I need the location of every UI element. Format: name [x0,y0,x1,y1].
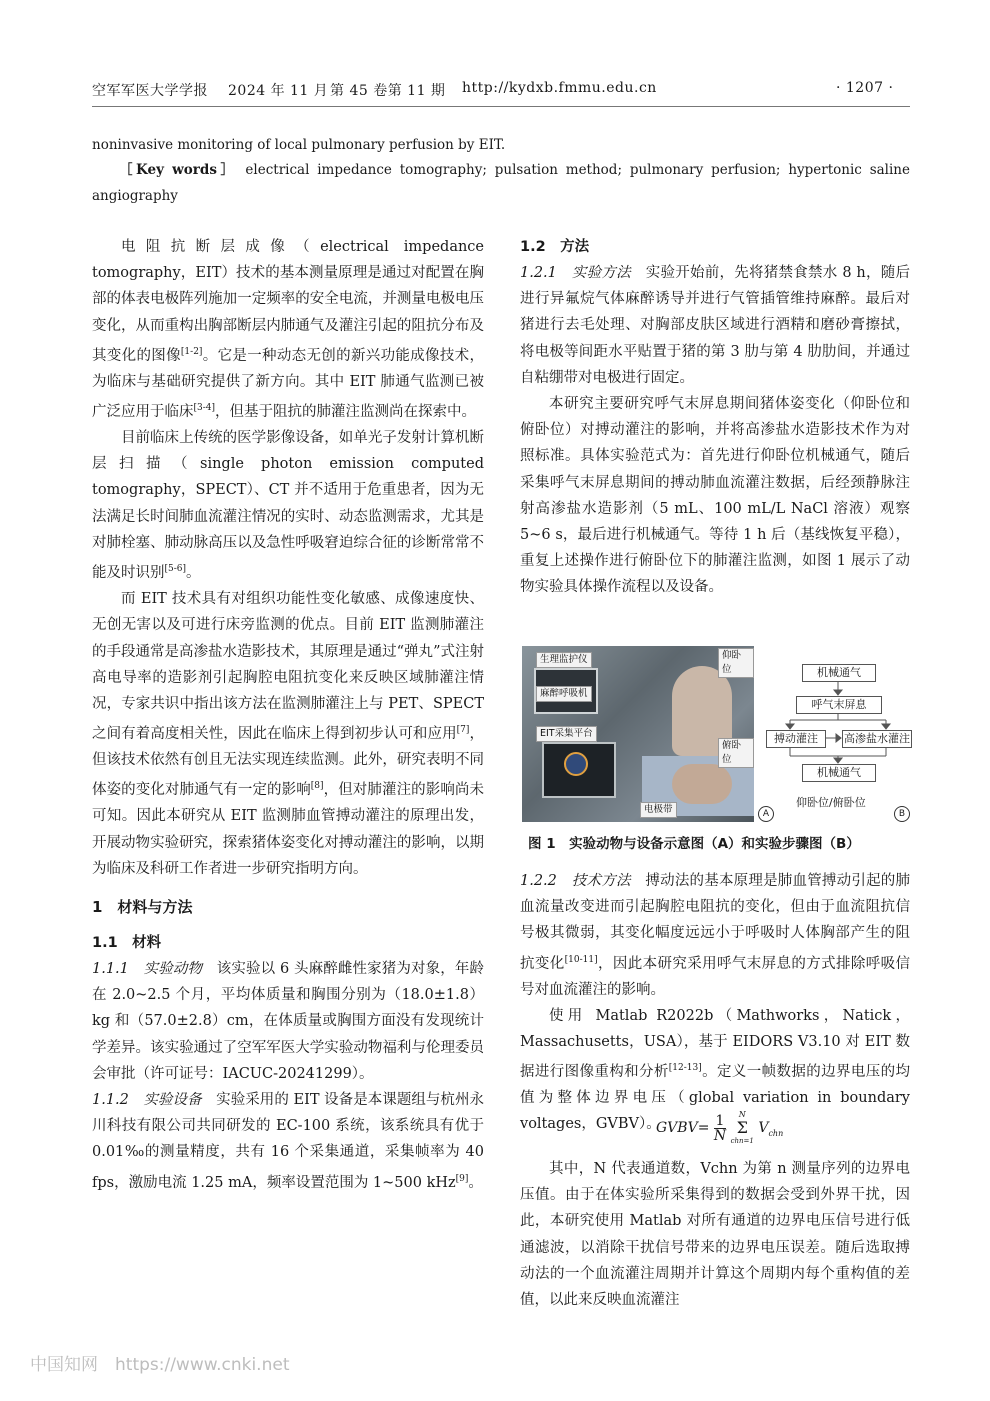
final-paragraph: 其中，N 代表通道数，Vchn 为第 n 测量序列的边界电压值。由于在体实验所采集得到的数据会受到外界干扰，因此，本研究使用 Matlab 对所有通道的边界电压信号进行低通滤波，以消除干扰信号带来的边界电压误差。随后选取搏动法的一个血流灌注周期并计算这个周期内每个重构值的差值，以此来反映血流灌注 [520,1161,910,1309]
figure-mark-b: B [894,806,910,822]
intro-paragraph-1: 电阻抗断层成像（electrical impedance tomography，EIT）技术的基本测量原理是通过对配置在胸部的体表电极阵列施加一定频率的安全电流，并测量电极电压变化，从而重构出胸部断层内肺通气及灌注引起的阻抗分布及其变化的图像[1-2]。它是一种动态无创的新兴功能成像技术，为临床与基础研究提供了新方向。其中 EIT 肺通气监测已被广泛应用于临床[3-4]，但基于阻抗的肺灌注监测尚在探索中。 [92,239,485,420]
matlab-paragraph: 使用 Matlab R2022b（Mathworks，Natick，Massachusetts，USA），基于 EIDORS V3.10 对 EIT 数据进行图像重构和分析[12-13]。定义一帧数据的边界电压的均值为整体边界电压（global variation in boundary voltages，GVBV）。 [520,1007,911,1133]
figure-photo [522,646,754,822]
design-paragraph: 本研究主要研究呼气末屏息期间猪体姿变化（仰卧位和俯卧位）对搏动灌注的影响，并将高渗盐水造影技术作为对照标准。具体实验范式为：首先进行仰卧位机械通气，随后采集呼气末屏息期间的搏动肺血流灌注数据，后经颈静脉注射高渗盐水造影剂（5 mL、100 mL/L NaCl 溶液）观察 5~6 s，最后进行机械通气。等待 1 h 后（基线恢复平稳），重复上述操作进行俯卧位下的肺灌注监测，如图 1 展示了动物实验具体操作流程以及设备。 [520,396,910,596]
journal-name: 空军军医大学学报 [92,83,208,99]
label-electrode-belt: 电极带 [640,802,677,818]
intro-paragraph-2: 目前临床上传统的医学影像设备，如单光子发射计算机断层扫描（single photon emission computed tomography，SPECT）、CT 并不适用于危重患者，因为无法满足长时间肺血流灌注情况的实时、动态监测需求，尤其是对肺栓塞、肺动脉高压以及急性呼吸窘迫综合征的诊断常常不能及时识别[5-6]。 [92,430,484,581]
right-column-top [520,234,910,601]
section-heading-1-1: 1.1 材料 [92,935,162,952]
label-monitor: 生理监护仪 [536,652,592,668]
figure-mark-a: A [758,806,774,822]
eit-image-shape [564,752,588,776]
keywords-text: electrical impedance tomography; pulsation method; pulmonary perfusion; hypertonic saline angiography [92,162,910,205]
label-eit-platform: EIT采集平台 [536,726,597,742]
right-column-bottom [520,868,910,1138]
formula-eq: = [697,1120,710,1136]
section-heading-1: 1 材料与方法 [92,898,193,917]
abstract-tail: noninvasive monitoring of local pulmonary perfusion by EIT. [92,137,506,153]
citation[interactable]: [12-13] [668,1063,702,1074]
journal-url[interactable]: http://kydxb.fmmu.edu.cn [462,80,657,96]
keywords [92,157,910,209]
pig-body-shape [672,764,732,804]
subsection-heading: 1.2.1 实验方法 [520,265,631,281]
keywords-label: ［Key words］ [119,162,238,178]
subsection-animals: 1.1.1 实验动物 该实验以 6 头麻醉雌性家猪为对象，年龄在 2.0~2.5 个月，平均体质量和胸围分别为（18.0±1.8）kg 和（57.0±2.8）cm，在体质量或胸围方面没有发现统计学差异。该实验通过了空军军医大学实验动物福利与伦理委员会审批（许可证号：IACUC-20241299）。 [92,961,485,1082]
subsection-method: 1.2.1 实验方法 实验开始前，先将猪禁食禁水 8 h，随后进行异氟烷气体麻醉诱导并进行气管插管维持麻醉。最后对猪进行去毛处理、对胸部皮肤区域进行酒精和磨砂膏擦拭，将电极等间距水平贴置于猪的第 3 肋与第 4 肋肋间，并通过自粘绷带对电极进行固定。 [520,265,911,386]
figure-flowchart [766,656,910,826]
flow-step-saline: 高渗盐水灌注 [842,730,912,748]
page-number: · 1207 · [836,80,894,96]
header-rule [92,106,910,107]
section-heading-1-2: 1.2 方法 [520,239,590,255]
subsection-equipment: 1.1.2 实验设备 实验采用的 EIT 设备是本课题组与杭州永川科技有限公司共同研发的 EC-100 系统，该系统具有优于 0.01‰的测量精度，共有 16 个采集通道，采集帧率为 40 fps，激励电流 1.25 mA，频率设置范围为 1~500 kHz[9]。 [92,1092,485,1191]
label-prone: 俯卧位 [718,738,754,768]
flow-step-ventilation-1: 机械通气 [802,664,876,682]
subsection-heading: 1.1.2 实验设备 [92,1092,202,1109]
citation[interactable]: [7] [456,725,470,736]
left-column [92,234,484,1196]
citation[interactable]: [3-4] [193,403,216,414]
formula-fraction: $\frac{1}{N}$ [713,1112,727,1144]
formula-term: V [758,1120,769,1136]
citation[interactable]: [10-11] [564,954,598,965]
intro-paragraph-3: 而 EIT 技术具有对组织功能性变化敏感、成像速度快、无创无害以及可进行床旁监测的优点。目前 EIT 监测肺灌注的手段通常是高渗盐水造影技术，其原理是通过“弹丸”式注射高电导率的造影剂引起胸腔电阻抗变化来反映区域肺灌注情况，专家共识中指出该方法在监测肺灌注上与 PET、SPECT 之间有着高度相关性，因此在临床上得到初步认可和应用[7]，但该技术依然有创且无法实现连续监测。此外，研究表明不同体姿的变化对肺通气有一定的影响[8]，但对肺灌注的影响尚未可知。因此本研究从 EIT 监测肺血管搏动灌注的原理出发，开展动物实验研究，探索猪体姿变化对搏动灌注的影响，以期为临床及科研工作者进一步研究指明方向。 [92,591,485,877]
citation[interactable]: [5-6] [164,564,187,575]
figure-caption: 图 1 实验动物与设备示意图（A）和实验步骤图（B） [528,836,860,852]
flow-step-pulsation: 搏动灌注 [766,730,826,748]
gvbv-formula: GVBV= $\frac{1}{N}$ N Σ chn=1 $V_{chn}$ [656,1110,784,1145]
citation[interactable]: [1-2] [180,346,203,357]
label-supine: 仰卧位 [718,648,754,678]
formula-sum: N Σ chn=1 [730,1110,754,1145]
issue-date: 2024 年 11 月 [228,83,329,99]
formula-lhs: GVBV [656,1120,698,1136]
citation[interactable]: [9] [455,1173,469,1184]
subsection-heading: 1.1.1 实验动物 [92,961,203,978]
flow-step-ventilation-2: 机械通气 [802,764,876,782]
subsection-technique: 1.2.2 技术方法 搏动法的基本原理是肺血管搏动引起的肺血流量改变进而引起胸腔电阻抗的变化，但由于血流阻抗信号极其微弱，其变化幅度远远小于呼吸时人体胸部产生的阻抗变化[10-11]，因此本研究采用呼气末屏息的方式排除呼吸信号对血流灌注的影响。 [520,873,911,998]
label-ventilator: 麻醉呼吸机 [536,686,592,702]
flow-step-breath-hold: 呼气末屏息 [796,696,882,714]
citation[interactable]: [8] [310,781,324,792]
flow-caption: 仰卧位/俯卧位 [796,796,866,809]
volume-issue: 第 45 卷第 11 期 [330,83,446,99]
cnki-watermark: 中国知网 https://www.cnki.net [30,1355,290,1375]
subsection-heading: 1.2.2 技术方法 [520,873,631,889]
